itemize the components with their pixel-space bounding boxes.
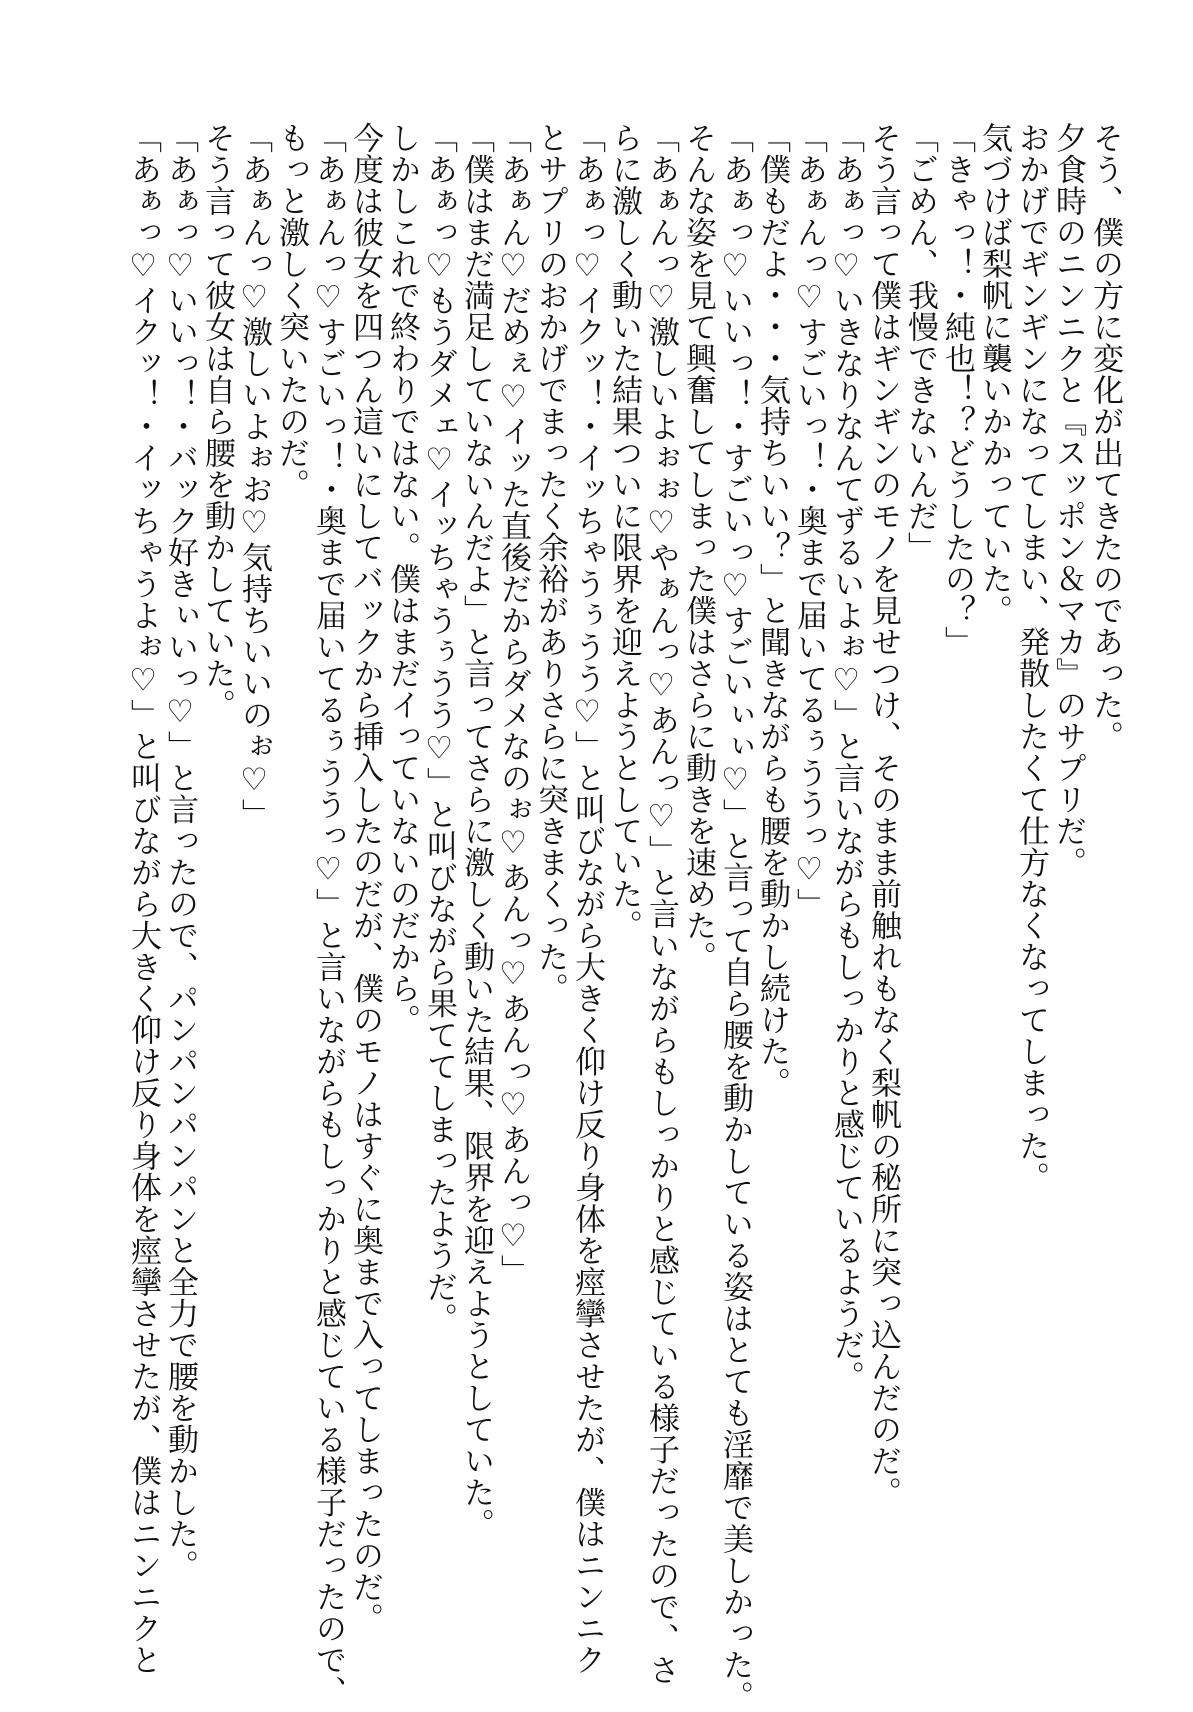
text-line: 夕食時のニンニクと『スッポン＆マカ』のサプリだ。 xyxy=(1050,122,1086,878)
text-line: らに激しく動いた結果ついに限界を迎えようとしていた。 xyxy=(606,122,642,941)
text-line: 「あぁっ♡イクッ！・イッちゃうよぉ♡」と叫びながら大きく仰け反り身体を痙攣させたが、僕はニンニクと xyxy=(125,122,161,1676)
text-line: 気づけば梨帆に襲いかかっていた。 xyxy=(976,122,1012,626)
text-line: 「あぁっ♡もうダメェ♡イッちゃうぅうう♡」と叫びながら果ててしまったようだ。 xyxy=(421,122,457,1334)
document-page xyxy=(83,122,1123,1712)
text-line: 「僕もだよ・・・気持ちいい？」と聞きながらも腰を動かし続けた。 xyxy=(754,122,790,1099)
text-line: しかしこれで終わりではない。僕はまだイっていないのだから。 xyxy=(384,122,420,1036)
text-line: 「僕はまだ満足していないんだよ」と言ってさらに激しく動いた結果、限界を迎えようとしていた。 xyxy=(458,122,494,1540)
text-line: 「あぁんっ♡激しいよぉお♡気持ちいいのぉ♡」 xyxy=(236,122,272,830)
text-line: もっと激しく突いたのだ。 xyxy=(273,122,309,500)
text-line: 「きゃっ！・純也！？どうしたの？」 xyxy=(939,122,975,658)
text-line: そんな姿を見て興奮してしまった僕はさらに動きを速めた。 xyxy=(680,122,716,973)
text-line: そう言って僕はギンギンのモノを見せつけ、そのまま前触れもなく梨帆の秘所に突っ込んだのだ。 xyxy=(865,122,901,1508)
text-line: 「あぁんっ♡激しいよぉぉ♡やぁんっ♡あんっ♡」と言いながらもしっかりと感じている様子だったので、さ xyxy=(643,122,679,1686)
text-line: そう、僕の方に変化が出てきたのであった。 xyxy=(1087,122,1123,752)
text-line: 今度は彼女を四つん這いにしてバックから挿入したのだが、僕のモノはすぐに奥まで入ってしまったのだ。 xyxy=(347,122,383,1634)
text-line: おかげでギンギンになってしまい、発散したくて仕方なくなってしまった。 xyxy=(1013,122,1049,1193)
text-line: そう言って彼女は自ら腰を動かしていた。 xyxy=(199,122,235,721)
text-line: 「あぁんっ♡すごいっ！・奥まで届いてるぅううっ♡」 xyxy=(791,122,827,920)
text-line: 「あぁっ♡イクッ！・イッちゃうぅうう♡」と叫びながら大きく仰け反り身体を痙攣させたが、僕はニンニク xyxy=(569,122,605,1676)
text-line: 「あぁっ♡いいっ！・バック好きぃいっ♡」と言ったので、パンパンパンパンと全力で腰を動かした。 xyxy=(162,122,198,1581)
text-line: 「ごめん、我慢できないんだ」 xyxy=(902,122,938,563)
text-line: 「あぁっ♡いいっ！・すごいっ♡すごいぃぃ♡」と言って自ら腰を動かしている姿はとても淫靡で美しかった。 xyxy=(717,122,753,1712)
text-line: 「あぁん♡だめぇ♡イッた直後だからダメなのぉ♡あんっ♡あんっ♡あんっ♡」 xyxy=(495,122,531,1286)
text-line: とサプリのおかげでまったく余裕がありさらに突きまくった。 xyxy=(532,122,568,1004)
text-line: 「あぁんっ♡すごいっ！・奥まで届いてるぅううっ♡」と言いながらもしっかりと感じている様子だったので、 xyxy=(310,122,346,1707)
text-line: 「あぁっ♡いきなりなんてずるいよぉ♡」と言いながらもしっかりと感じているようだ。 xyxy=(828,122,864,1392)
